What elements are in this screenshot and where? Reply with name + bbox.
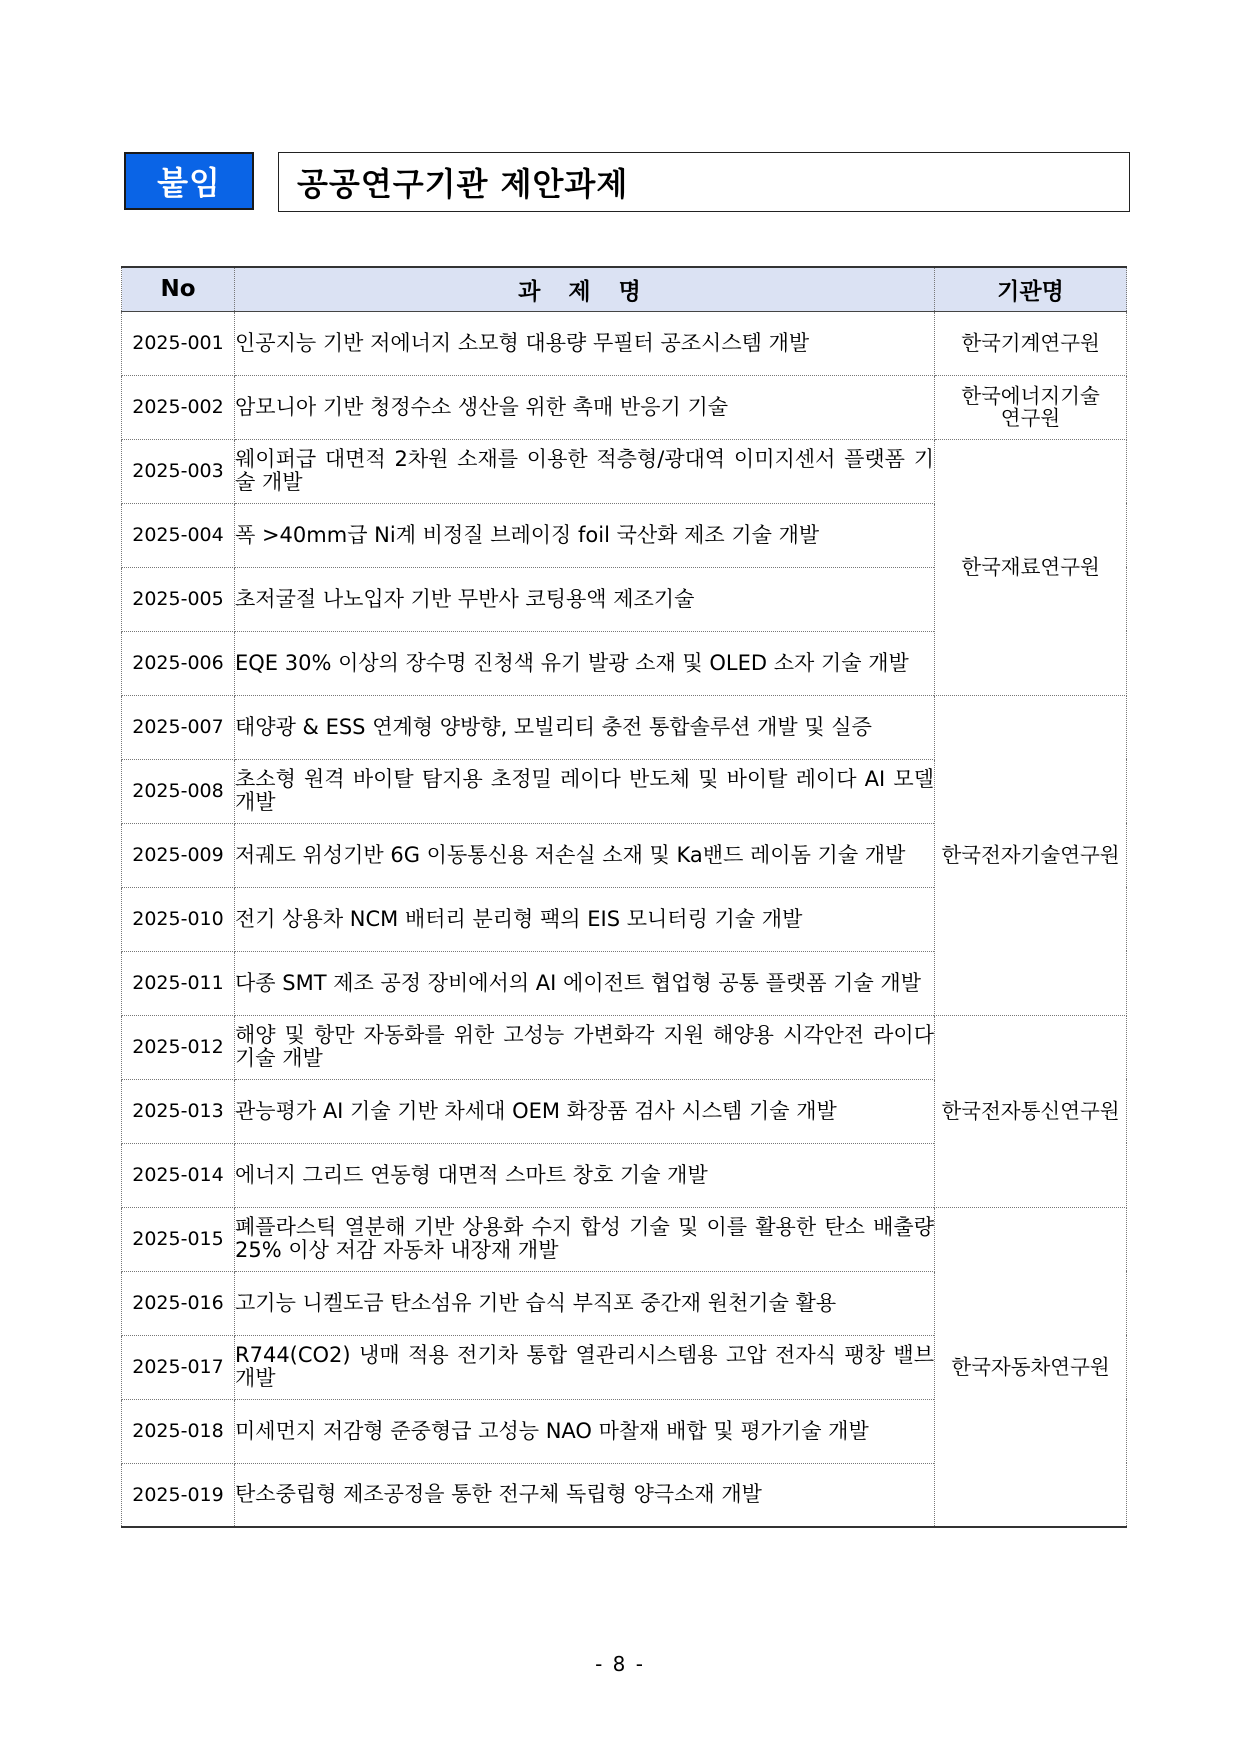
row-title: 다종 SMT 제조 공정 장비에서의 AI 에이전트 협업형 공통 플랫폼 기술 개발 [235,951,935,1015]
column-header-no: No [122,267,235,311]
row-number: 2025-017 [122,1335,235,1399]
row-number: 2025-011 [122,951,235,1015]
org-kier [935,375,1127,439]
row-number: 2025-016 [122,1271,235,1335]
row-number: 2025-006 [122,631,235,695]
column-header-title-text: 과 제 명 [518,278,651,305]
row-title: 태양광 & ESS 연계형 양방향, 모빌리티 충전 통합솔루션 개발 및 실증 [235,695,935,759]
table-row [122,439,1127,503]
table-row [122,695,1127,759]
proposal-table [121,266,1127,1528]
row-title: 초소형 원격 바이탈 탐지용 초정밀 레이다 반도체 및 바이탈 레이다 AI 모델 개발 [235,759,935,823]
row-number: 2025-007 [122,695,235,759]
row-number: 2025-018 [122,1399,235,1463]
table-row [122,1015,1127,1079]
table-row [122,1207,1127,1271]
row-title: 인공지능 기반 저에너지 소모형 대용량 무필터 공조시스템 개발 [235,311,935,375]
table-row [122,375,1127,439]
row-title: R744(CO2) 냉매 적용 전기차 통합 열관리시스템용 고압 전자식 팽창 밸브 개발 [235,1335,935,1399]
org-kims: 한국재료연구원 [935,439,1127,695]
row-title: 탄소중립형 제조공정을 통한 전구체 독립형 양극소재 개발 [235,1463,935,1527]
row-title: 폭 >40mm급 Ni계 비정질 브레이징 foil 국산화 제조 기술 개발 [235,503,935,567]
row-title: EQE 30% 이상의 장수명 진청색 유기 발광 소재 및 OLED 소자 기술 개발 [235,631,935,695]
row-number: 2025-005 [122,567,235,631]
row-number: 2025-002 [122,375,235,439]
page-number: - 8 - [595,1652,645,1676]
org-keti: 한국전자기술연구원 [935,695,1127,1015]
row-number: 2025-014 [122,1143,235,1207]
row-number: 2025-013 [122,1079,235,1143]
org-kimm: 한국기계연구원 [935,311,1127,375]
row-title: 초저굴절 나노입자 기반 무반사 코팅용액 제조기술 [235,567,935,631]
attachment-badge: 붙임 [124,152,254,210]
row-number: 2025-009 [122,823,235,887]
row-title: 에너지 그리드 연동형 대면적 스마트 창호 기술 개발 [235,1143,935,1207]
row-title: 암모니아 기반 청정수소 생산을 위한 촉매 반응기 기술 [235,375,935,439]
row-title: 폐플라스틱 열분해 기반 상용화 수지 합성 기술 및 이를 활용한 탄소 배출량 25% 이상 저감 자동차 내장재 개발 [235,1207,935,1271]
row-number: 2025-004 [122,503,235,567]
org-etri: 한국전자통신연구원 [935,1015,1127,1207]
row-title: 전기 상용차 NCM 배터리 분리형 팩의 EIS 모니터링 기술 개발 [235,887,935,951]
row-number: 2025-015 [122,1207,235,1271]
table-row [122,311,1127,375]
row-title: 웨이퍼급 대면적 2차원 소재를 이용한 적층형/광대역 이미지센서 플랫폼 기술 개발 [235,439,935,503]
row-number: 2025-003 [122,439,235,503]
org-kier-line2: 연구원 [1000,406,1061,430]
row-number: 2025-019 [122,1463,235,1527]
org-kier-line1: 한국에너지기술 [961,384,1100,408]
row-title: 미세먼지 저감형 준중형급 고성능 NAO 마찰재 배합 및 평가기술 개발 [235,1399,935,1463]
org-katech: 한국자동차연구원 [935,1207,1127,1527]
row-title: 해양 및 항만 자동화를 위한 고성능 가변화각 지원 해양용 시각안전 라이다 기술 개발 [235,1015,935,1079]
row-title: 고기능 니켈도금 탄소섬유 기반 습식 부직포 중간재 원천기술 활용 [235,1271,935,1335]
column-header-org: 기관명 [935,267,1127,311]
table-header-row [122,267,1127,311]
row-number: 2025-012 [122,1015,235,1079]
row-title: 저궤도 위성기반 6G 이동통신용 저손실 소재 및 Ka밴드 레이돔 기술 개발 [235,823,935,887]
column-header-title [235,267,935,311]
row-number: 2025-008 [122,759,235,823]
row-number: 2025-001 [122,311,235,375]
page-title: 공공연구기관 제안과제 [278,152,1130,212]
row-title: 관능평가 AI 기술 기반 차세대 OEM 화장품 검사 시스템 기술 개발 [235,1079,935,1143]
row-number: 2025-010 [122,887,235,951]
